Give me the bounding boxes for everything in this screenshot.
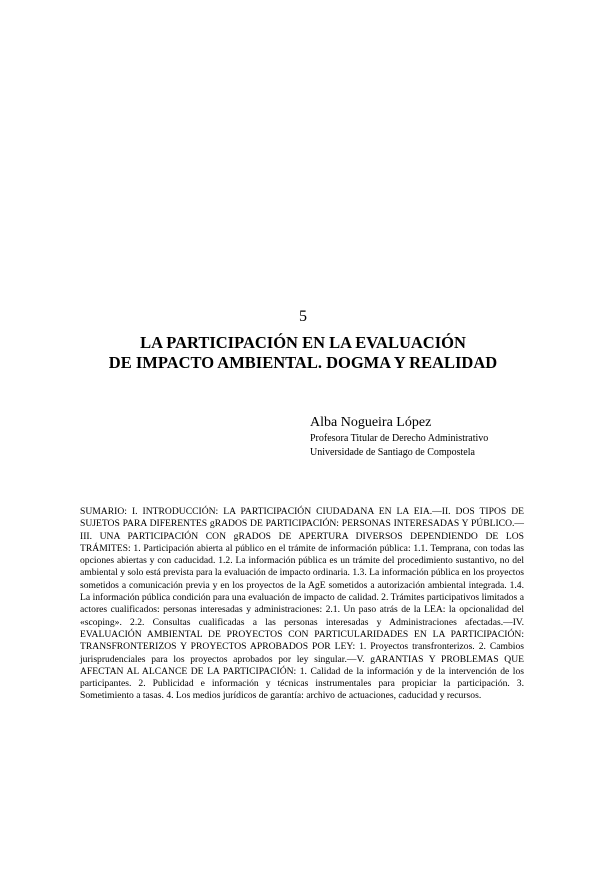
summary: [80, 506, 524, 703]
chapter-title-line-1: LA PARTICIPACIÓN EN LA EVALUACIÓN: [140, 333, 466, 352]
author-block: [310, 414, 488, 460]
summary-label: SUMARIO:: [80, 506, 127, 517]
author-affiliation: Universidade de Santiago de Compostela: [310, 447, 475, 458]
chapter-title-line-2: DE IMPACTO AMBIENTAL. DOGMA Y REALIDAD: [108, 353, 498, 372]
chapter-number: 5: [299, 308, 307, 325]
author-position: Profesora Titular de Derecho Administrativo: [310, 433, 489, 444]
author-name: Alba Nogueira López: [310, 415, 432, 430]
summary-text: I. INTRODUCCIÓN: LA PARTICIPACIÓN CIUDADANA EN LA EIA.—II. DOS TIPOS DE SUJETOS PARA DIFERENTES gRADOS DE PARTICIPACIÓN: PERSONAS INTERESADAS Y PÚBLICO.—III. UNA PARTICIPACIÓN CON gRADOS DE APERTURA DIVERSOS DEPENDIENDO DE LOS TRÁMITES: 1. Participación abierta al público en el trámite de información pública: 1.1. Temprana, con todas las opciones abiertas y con caducidad. 1.2. La información pública es un trámite del procedimiento sustantivo, no del ambiental y solo está prevista para la evaluación de impacto ordinaria. 1.3. La información pública en los proyectos sometidos a comunicación previa y en los proyectos de la AgE sometidos a autorización ambiental integrada. 1.4. La información pública condición para una evaluación de impacto de calidad. 2. Trámites participativos limitados a actores cualificados: personas interesadas y administraciones: 2.1. Un paso atrás de la LEA: la opcionalidad del «scoping». 2.2. Consultas cualificadas a las personas interesadas y Administraciones afectadas.—IV. EVALUACIÓN AMBIENTAL DE PROYECTOS CON PARTICULARIDADES EN LA PARTICIPACIÓN: TRANSFRONTERIZOS Y PROYECTOS APROBADOS POR LEY: 1. Proyectos transfronterizos. 2. Cambios jurisprudenciales para los proyectos aprobados por ley singular.—V. gARANTIAS Y PROBLEMAS QUE AFECTAN AL ALCANCE DE LA PARTICIPACIÓN: 1. Calidad de la información y de la intervención de los participantes. 2. Publicidad e información y técnicas instrumentales para propiciar la participación. 3. Sometimiento a tasas. 4. Los medios jurídicos de garantía: archivo de actuaciones, caducidad y recursos.: [80, 506, 525, 702]
chapter-title: [0, 333, 606, 373]
